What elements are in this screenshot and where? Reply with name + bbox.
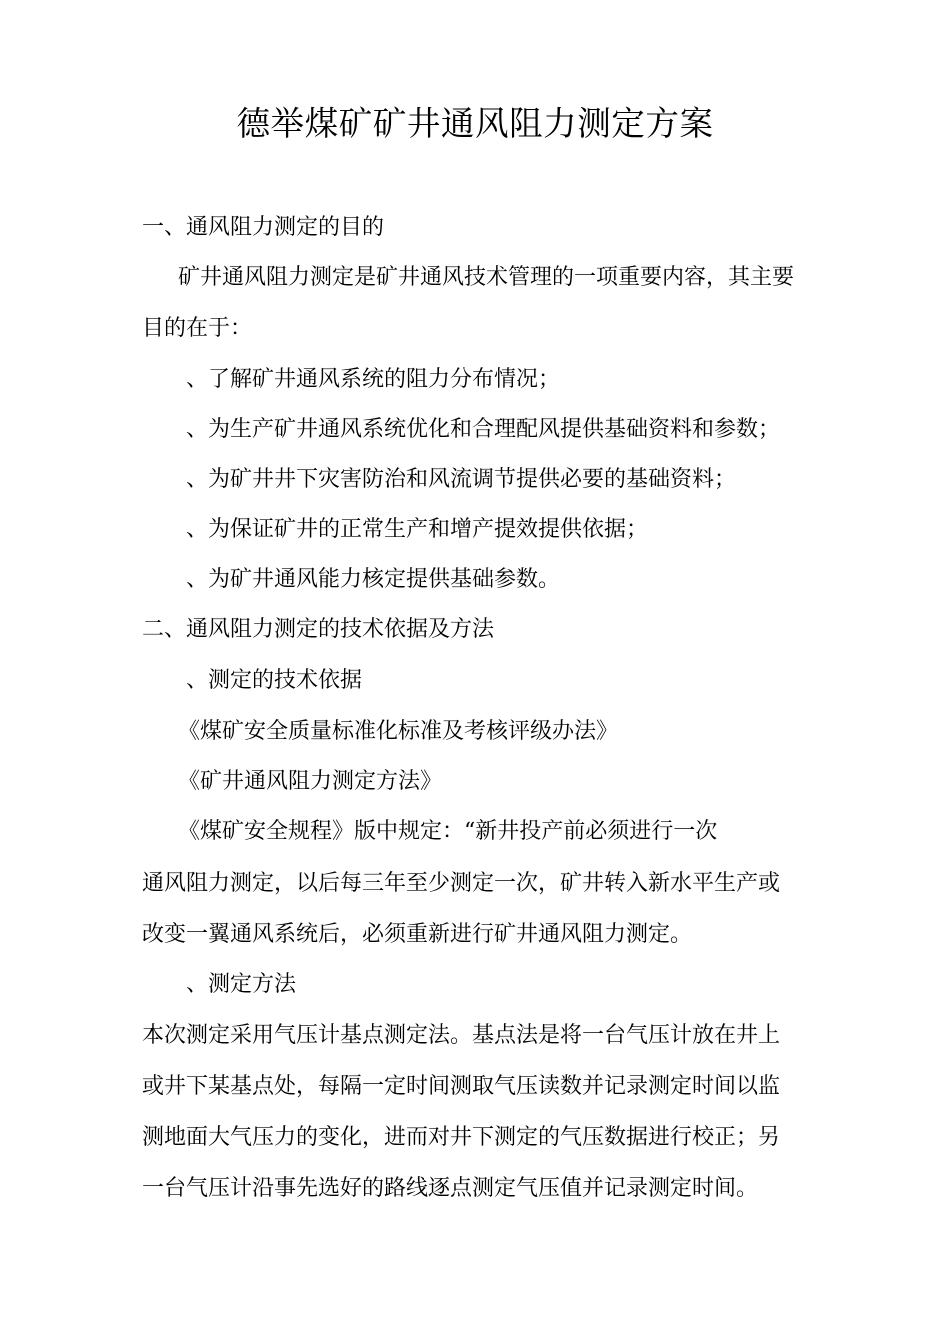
document-title: 德举煤矿矿井通风阻力测定方案 xyxy=(236,104,714,143)
purpose-item: 、为矿井井下灾害防治和风流调节提供必要的基础资料； xyxy=(186,467,737,492)
reference-item: 《煤矿安全质量标准化标准及考核评级办法》 xyxy=(178,719,619,744)
reference-item: 《矿井通风阻力测定方法》 xyxy=(178,769,443,794)
method-line: 一台气压计沿事先选好的路线逐点测定气压值并记录测定时间。 xyxy=(142,1176,759,1201)
regulation-line: 通风阻力测定，以后每三年至少测定一次，矿井转入新水平生产或 xyxy=(142,871,781,896)
section-2-heading: 二、通风阻力测定的技术依据及方法 xyxy=(142,617,495,642)
method-line: 测地面大气压力的变化，进而对井下测定的气压数据进行校正；另 xyxy=(142,1125,781,1150)
section-1-intro-line-1: 矿井通风阻力测定是矿井通风技术管理的一项重要内容，其主要 xyxy=(178,265,795,290)
section-1-heading: 一、通风阻力测定的目的 xyxy=(142,215,385,240)
regulation-line: 《煤矿安全规程》版中规定：“新井投产前必须进行一次 xyxy=(178,819,718,844)
method-line: 本次测定采用气压计基点测定法。基点法是将一台气压计放在井上 xyxy=(142,1023,781,1048)
purpose-item: 、为矿井通风能力核定提供基础参数。 xyxy=(186,567,561,592)
regulation-line: 改变一翼通风系统后，必须重新进行矿井通风阻力测定。 xyxy=(142,922,693,947)
purpose-item: 、为保证矿井的正常生产和增产提效提供依据； xyxy=(186,517,649,542)
method-line: 或井下某基点处，每隔一定时间测取气压读数并记录测定时间以监 xyxy=(142,1074,781,1099)
subsection-method-heading: 、测定方法 xyxy=(186,972,297,997)
section-1-intro-line-2: 目的在于： xyxy=(142,316,253,341)
purpose-item: 、了解矿井通风系统的阻力分布情况； xyxy=(186,367,561,392)
purpose-item: 、为生产矿井通风系统优化和合理配风提供基础资料和参数； xyxy=(186,417,781,442)
subsection-technical-basis-heading: 、测定的技术依据 xyxy=(186,668,363,693)
